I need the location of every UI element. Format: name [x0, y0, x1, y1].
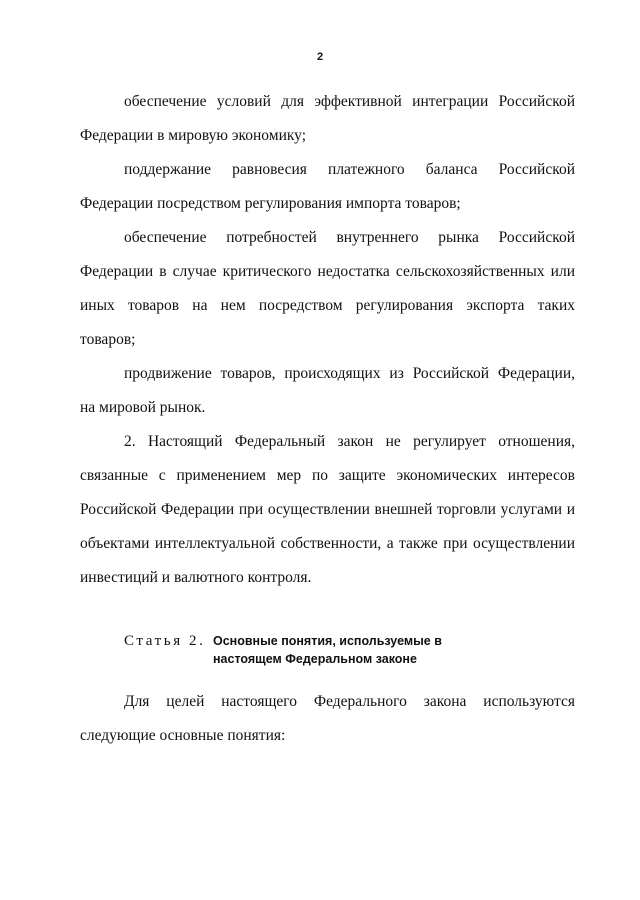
article-heading — [124, 632, 442, 666]
body-line: обеспечение условий для эффективной интеграции Российской — [124, 93, 575, 110]
article-title — [213, 632, 442, 668]
body-line: иных товаров на нем посредством регулирования экспорта таких — [80, 297, 575, 314]
body-line: связанные с применением мер по защите экономических интересов — [80, 467, 575, 484]
body-line: Федерации в случае критического недостатка сельскохозяйственных или — [80, 263, 575, 280]
body-line: Федерации в мировую экономику; — [80, 127, 307, 144]
body-line: обеспечение потребностей внутреннего рынка Российской — [124, 229, 575, 246]
body-line: Для целей настоящего Федерального закона используются — [124, 693, 575, 710]
article-title-line: настоящем Федеральном законе — [213, 652, 417, 666]
body-line: на мировой рынок. — [80, 399, 206, 416]
article-title-line: Основные понятия, используемые в — [213, 634, 442, 648]
body-line: продвижение товаров, происходящих из Российской Федерации, — [124, 365, 575, 382]
body-line: объектами интеллектуальной собственности, а также при осуществлении — [80, 535, 575, 552]
body-line: инвестиций и валютного контроля. — [80, 569, 312, 586]
body-line: следующие основные понятия: — [80, 727, 286, 744]
body-line: Федерации посредством регулирования импорта товаров; — [80, 195, 461, 212]
body-line: товаров; — [80, 331, 136, 348]
page-number: 2 — [316, 51, 324, 63]
body-line: 2. Настоящий Федеральный закон не регулирует отношения, — [124, 433, 575, 450]
body-line: Российской Федерации при осуществлении внешней торговли услугами и — [80, 501, 575, 518]
article-label: Статья 2. — [124, 633, 206, 649]
body-line: поддержание равновесия платежного баланса Российской — [124, 161, 575, 178]
